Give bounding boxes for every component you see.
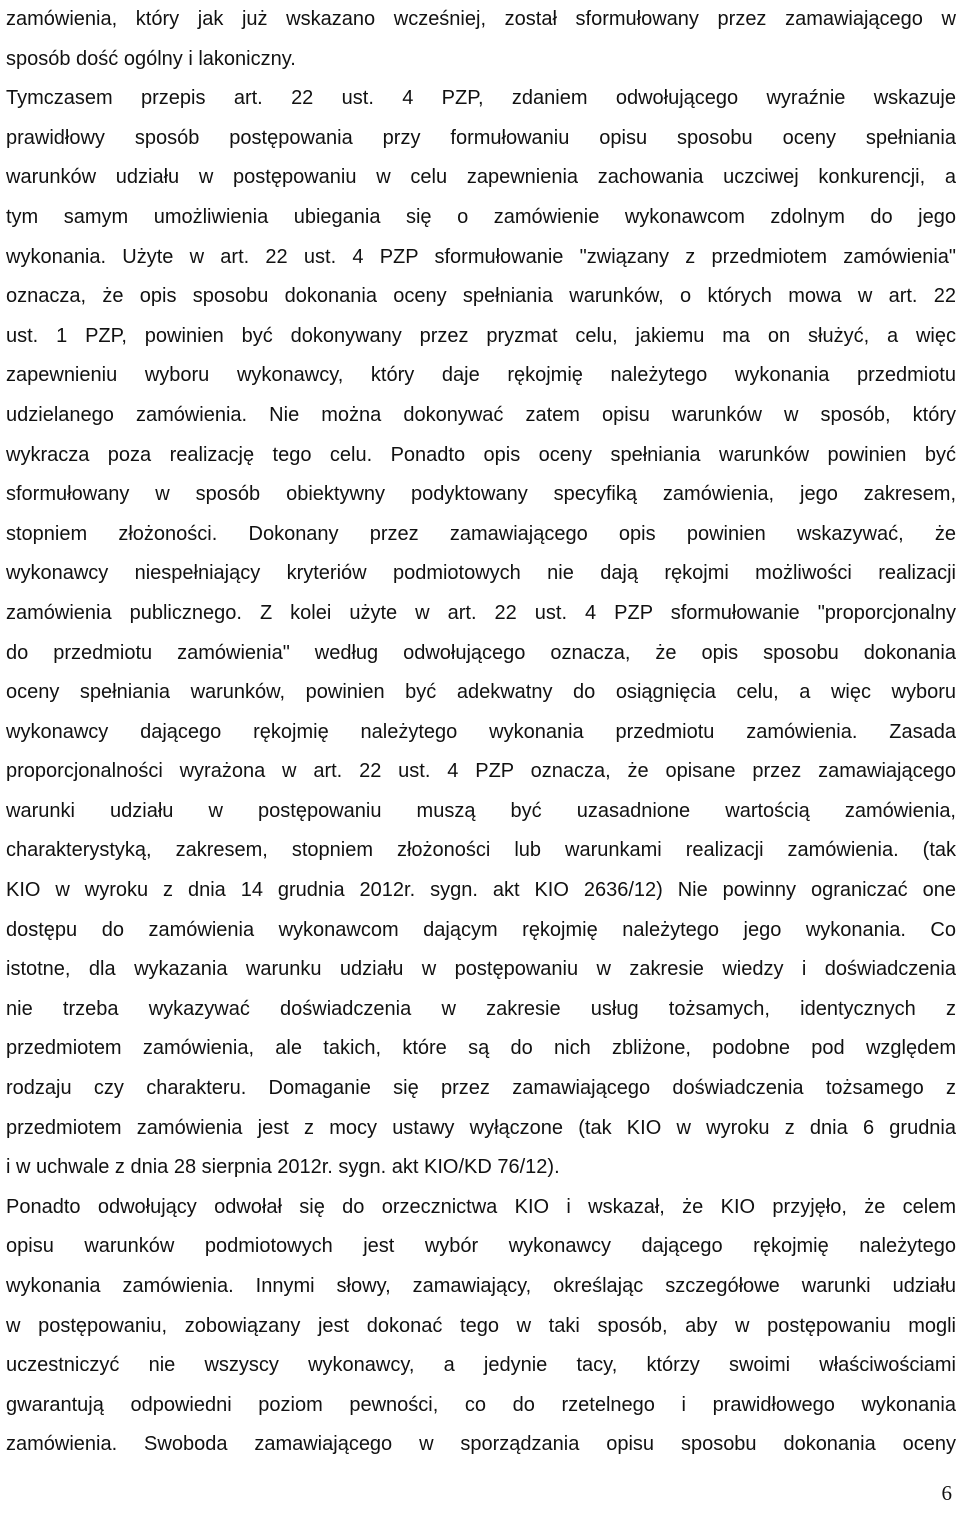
text-line: warunki udziału w postępowaniu muszą być uzasadnione wartością zamówienia, bbox=[6, 799, 956, 822]
text-line: warunków udziału w postępowaniu w celu zapewnienia zachowania uczciwej konkurencji, a bbox=[6, 166, 956, 189]
text-line: KIO w wyroku z dnia 14 grudnia 2012r. sygn. akt KIO 2636/12) Nie powinny ograniczać one bbox=[6, 879, 956, 902]
text-line: zamówienia publicznego. Z kolei użyte w art. 22 ust. 4 PZP sformułowanie "proporcjonalny bbox=[6, 601, 956, 624]
body-text bbox=[6, 0, 956, 1465]
text-line: wykonania. Użyte w art. 22 ust. 4 PZP sformułowanie "związany z przedmiotem zamówienia" bbox=[6, 245, 956, 268]
text-line: tym samym umożliwienia ubiegania się o zamówienie wykonawcom zdolnym do jego bbox=[6, 205, 956, 228]
text-line: przedmiotem zamówienia jest z mocy ustawy wyłączone (tak KIO w wyroku z dnia 6 grudnia bbox=[6, 1116, 956, 1139]
text-line: nie trzeba wykazywać doświadczenia w zakresie usług tożsamych, identycznych z bbox=[6, 997, 956, 1020]
text-line: Tymczasem przepis art. 22 ust. 4 PZP, zdaniem odwołującego wyraźnie wskazuje bbox=[6, 87, 956, 110]
text-line: do przedmiotu zamówienia" według odwołującego oznacza, że opis sposobu dokonania bbox=[6, 641, 956, 664]
text-line: proporcjonalności wyrażona w art. 22 ust. 4 PZP oznacza, że opisane przez zamawiającego bbox=[6, 760, 956, 783]
text-line: uczestniczyć nie wszyscy wykonawcy, a jedynie tacy, którzy swoimi właściwościami bbox=[6, 1354, 956, 1377]
text-line: stopniem złożoności. Dokonany przez zamawiającego opis powinien wskazywać, że bbox=[6, 522, 956, 545]
text-line: przedmiotem zamówienia, ale takich, które są do nich zbliżone, podobne pod względem bbox=[6, 1037, 956, 1060]
text-line: w postępowaniu, zobowiązany jest dokonać tego w taki sposób, aby w postępowaniu mogli bbox=[6, 1314, 956, 1337]
text-line: zamówienia, który jak już wskazano wcześniej, został sformułowany przez zamawiającego w bbox=[6, 8, 956, 30]
text-line: zamówienia. Swoboda zamawiającego w sporządzania opisu sposobu dokonania oceny bbox=[6, 1433, 956, 1456]
text-line: udzielanego zamówienia. Nie można dokonywać zatem opisu warunków w sposób, który bbox=[6, 403, 956, 426]
text-line: ust. 1 PZP, powinien być dokonywany przez pryzmat celu, jakiemu ma on służyć, a więc bbox=[6, 324, 956, 347]
text-line: i w uchwale z dnia 28 sierpnia 2012r. sygn. akt KIO/KD 76/12). bbox=[6, 1156, 560, 1179]
text-line: opisu warunków podmiotowych jest wybór wykonawcy dającego rękojmię należytego bbox=[6, 1235, 956, 1258]
text-line: wykonawcy niespełniający kryteriów podmiotowych nie dają rękojmi możliwości realizacji bbox=[6, 562, 956, 585]
text-line: wykracza poza realizację tego celu. Ponadto opis oceny spełniania warunków powinien być bbox=[6, 443, 956, 466]
text-line: zapewnieniu wyboru wykonawcy, który daje rękojmię należytego wykonania przedmiotu bbox=[6, 364, 956, 387]
text-line: gwarantują odpowiedni poziom pewności, co do rzetelnego i prawidłowego wykonania bbox=[6, 1393, 956, 1416]
page-number: 6 bbox=[941, 1481, 952, 1505]
text-line: wykonawcy dającego rękojmię należytego wykonania przedmiotu zamówienia. Zasada bbox=[6, 720, 956, 743]
text-line: Ponadto odwołujący odwołał się do orzecznictwa KIO i wskazał, że KIO przyjęło, że celem bbox=[6, 1195, 956, 1218]
text-line: oceny spełniania warunków, powinien być adekwatny do osiągnięcia celu, a więc wyboru bbox=[6, 681, 956, 704]
text-line: charakterystyką, zakresem, stopniem złożoności lub warunkami realizacji zamówienia. (tak bbox=[6, 839, 956, 862]
text-line: dostępu do zamówienia wykonawcom dającym rękojmię należytego jego wykonania. Co bbox=[6, 918, 956, 941]
text-line: wykonania zamówienia. Innymi słowy, zamawiający, określając szczegółowe warunki udziału bbox=[6, 1275, 956, 1297]
text-line: sformułowany w sposób obiektywny podyktowany specyfiką zamówienia, jego zakresem, bbox=[6, 483, 956, 506]
text-line: rodzaju czy charakteru. Domaganie się przez zamawiającego doświadczenia tożsamego z bbox=[6, 1077, 956, 1100]
text-line: oznacza, że opis sposobu dokonania oceny spełniania warunków, o których mowa w art. 22 bbox=[6, 285, 956, 308]
text-line: sposób dość ogólny i lakoniczny. bbox=[6, 47, 296, 70]
document-page bbox=[6, 0, 956, 1465]
text-line: istotne, dla wykazania warunku udziału w postępowaniu w zakresie wiedzy i doświadczenia bbox=[6, 958, 956, 981]
text-line: prawidłowy sposób postępowania przy formułowaniu opisu sposobu oceny spełniania bbox=[6, 126, 956, 149]
